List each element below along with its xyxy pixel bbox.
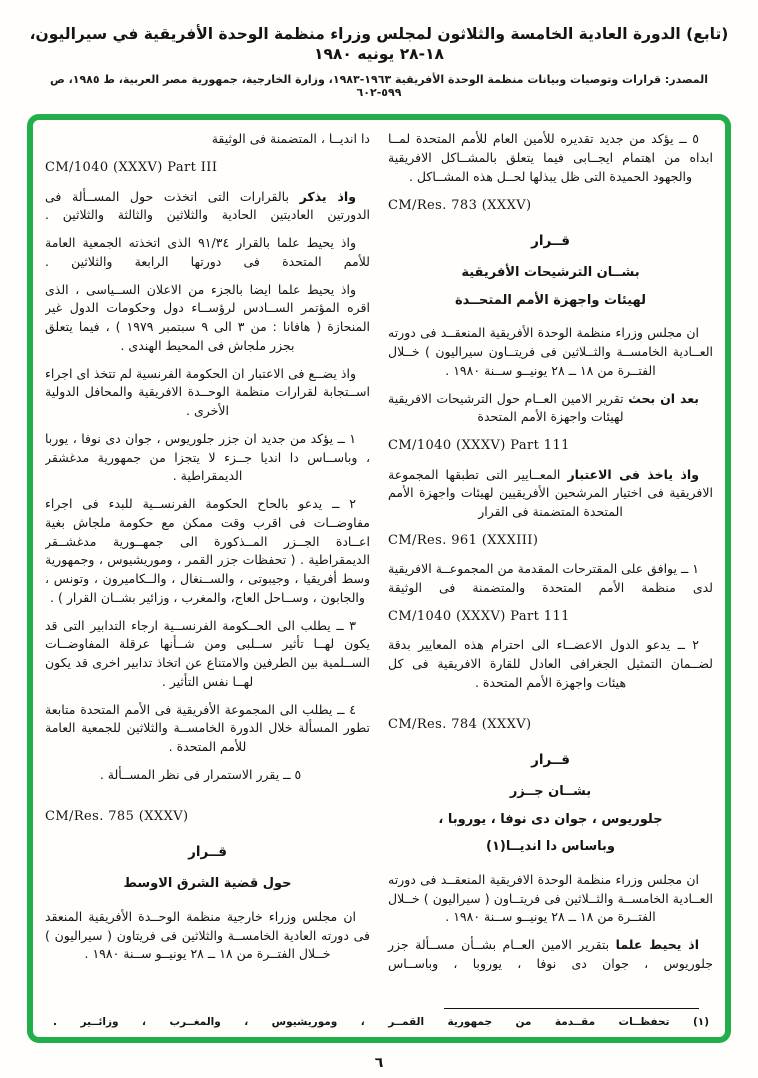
column-left [45,130,370,1005]
paragraph-operative-1: ١ ــ يوافق على المقترحات المقدمة من المجموعــة الافريقية لدى منظمة الأمم المتحدة والمتضمنة فى الوثيقة [388,561,713,596]
paragraph-operative-5: ٥ ــ يقرر الاستمرار فى نظر المســألة . [99,766,302,782]
ref-cm-res-785: CM/Res. 785 (XXXV) [45,808,189,824]
resolution-title-line: جلوريوس ، جوان دى نوفا ، يوروبا ، [438,811,663,827]
paragraph-reaffirm-sg-tribute: ٥ ــ يؤكد من جديد تقديره للأمين العام للأمم المتحدة لمــا ابداه من اهتمام ايجــابى فيما يتعلق بالمشــاكل الافريقية والجهود الحميدة التى ظل يبذلها لحــل هذه المشــاكل . [388,131,713,184]
paragraph-operative-2: ٢ ــ يدعو بالحاح الحكومة الفرنســية للبدء فى اجراء مفاوضــات فى اقرب وقت ممكن مع حكومة ملجاش بغية اعــادة الجــزر المــذكورة الى جمهــورية مدغشــقر الديمقراطية . ( تحفظات جزر القمر ، وموريشيوس ، وجمهورية وسط أفريقيا ، وجيبوتى ، والســنغال ، والــكاميرون ، وتونس ، والجابون ، وســاحل العاج، والمغرب ، وزائير بشــان القرار ) . [45,496,370,605]
header-source-line: المصدر: قرارات وتوصيات وبيانات منظمة الوحدة الأفريقية ١٩٦٣-١٩٨٣، وزارة الخارجية، جمهورية مصر العربية، ط ١٩٨٥، ص ٥٩٩-٦٠٢ [49,73,709,100]
ref-cm-1040-b: CM/1040 (XXXV) Part 111 [388,608,570,624]
paragraph-rest: المعــايير التى تطبقها المجموعة الافريقية فى اختيار المرشحين الأفريقيين لهيئات واجهزة الأمم المتحدة المتضمنة فى القرار [388,466,713,520]
resolution-title-line: لهيئات واجهزة الأمم المتحــدة [454,292,647,308]
content-frame [27,114,731,1043]
column-right [388,130,713,1005]
paragraph-council-session: ان مجلس وزراء خارجية منظمة الوحــدة الأفريقية المنعقد فى دورته العادية الخامســة والثلاثين فى فريتاون ( سيراليون ) خــلال الفتــرة من ١٨ ــ ٢٨ يونيــو ســنة ١٩٨٠ . [45,908,370,962]
two-column-layout [45,130,713,1005]
ref-cm-res-783: CM/Res. 783 (XXXV) [388,197,532,213]
page-number: ٦ [374,1055,384,1072]
resolution-heading: قــرار [531,752,570,769]
paragraph-operative-4: ٤ ــ يطلب الى المجموعة الأفريقية فى الأمم المتحدة متابعة تطور المسألة خلال الدورة الخامســة والثلاثين للجمعية العامة للأمم المتحدة . [45,701,370,755]
paragraph-recalling [45,188,370,226]
paragraph-taking-into-account [388,466,713,522]
ref-cm-res-784: CM/Res. 784 (XXXV) [388,716,532,732]
resolution-title-line: وباساس دا انديــا(١) [486,839,615,855]
ref-cm-1040-a: CM/1040 (XXXV) Part 111 [388,438,570,454]
paragraph-continued-from-previous: دا انديــا ، المتضمنة فى الوثيقة [211,131,370,147]
paragraph-having-considered [388,390,713,428]
paragraph-rest: بتقرير الامين العــام بشــأن مســألة جزر جلوريوس ، جوان دى نوفا ، يوروبا ، وباســاس [388,937,713,971]
paragraph-rest: بالقرارات التى اتخذت حول المســألة فى الدورتين العاديتين الحادية والثلاثين والثالثة والثلاثين . [45,188,370,223]
footnote-text: (١) تحفظــات مقــدمة من جمهورية القمــر ، وموريشيوس ، والمغــرب ، وزائــير . [53,1015,709,1028]
paragraph-rest: تقرير الامين العــام حول الترشيحات الافريقية لهيئات واجهزة الأمم المتحدة [388,390,629,425]
resolution-title-line: بشــان جــزر [509,784,592,800]
paragraph-noting-political-declaration: واذ يحيط علما ايضا بالجزء من الاعلان الســياسى ، الذى اقره المؤتمر الســادس لرؤســاء دول وحكومات الدول غير المنحازة ( هافانا : من ٣ الى ٩ سبتمبر ١٩٧٩ ) ، فيما يتعلق بجزر ملجاش فى المحيط الهندى . [45,281,370,353]
footnote-divider [444,1008,699,1009]
resolution-heading: قــرار [531,233,570,250]
paragraph-council-session-2: ان مجلس وزراء منظمة الوحدة الافريقية المنعقــد فى دورته العــادية الخامســة والثــلاثين فى فريتــاون ( سيراليون ) خــلال الفتــرة من ١٨ ــ ٢٨ يونيــو ســنة ١٩٨٠ . [388,871,713,925]
paragraph-taking-note [388,936,713,974]
ref-cm-1040-part-iii: CM/1040 (XXXV) Part III [45,160,218,176]
paragraph-considering-french-government: واذ يضــع فى الاعتبار ان الحكومة الفرنسية لم تتخذ اى اجراء اســتجابة لقرارات منظمة الوحــدة الافريقية والمحافل الدولية الأخرى . [45,365,370,419]
resolution-heading: قــرار [188,844,227,861]
paragraph-lead: اذ يحيط علما [615,937,699,953]
ref-cm-res-961: CM/Res. 961 (XXXIII) [388,532,539,548]
paragraph-operative-3: ٣ ــ يطلب الى الحــكومة الفرنســية ارجاء التدابير التى قد يكون لهــا تأثير ســلبى ومن شــأنها عرقلة المفاوضــات الســلمية بين الطرفين والامتناع عن اتخاذ تدابير اخرى قد يكون لهــا نفس التأثير . [45,617,370,689]
paragraph-operative-1: ١ ــ يؤكد من جديد ان جزر جلوريوس ، جوان دى نوفا ، يوربا ، وباســاس دا انديا جــزء لا يتجزا من جمهورية مدغشقر الديمقراطية . [45,430,370,484]
paragraph-lead: واذ ياخذ فى الاعتبار [567,466,699,482]
resolution-title-line: بشــان الترشيحات الأفريقية [461,265,640,281]
paragraph-lead: بعد ان بحث [628,390,700,406]
footnote-area [45,1008,713,1032]
document-header [0,0,758,99]
paragraph-noting-ga-resolution: واذ يحيط علما بالقرار ٩١/٣٤ الذى اتخذته الجمعية العامة للأمم المتحدة فى دورتها الرابعة والثلاثين . [45,235,370,269]
paragraph-lead: واذ يذكر [299,188,356,204]
resolution-title-line: حول قضية الشرق الاوسط [123,876,292,892]
header-session-title: (تابع) الدورة العادية الخامسة والثلاثون لمجلس وزراء منظمة الوحدة الأفريقية في سيراليون، ١٨-٢٨ يونيه ١٩٨٠ [29,25,729,64]
paragraph-operative-2: ٢ ــ يدعو الدول الاعضــاء الى احترام هذه المعايير بدقة لضــمان التمثيل الجغرافى العادل للقارة الافريقية فى كل هيئات واجهزة الأمم المتحدة . [388,637,713,690]
paragraph-council-session-1: ان مجلس وزراء منظمة الوحدة الأفريقية المنعقــد فى دورته العــادية الخامســة والثــلاثين فى فريتــاون سيراليون ) خــلال الفتــرة من ١٨ ــ ٢٨ يونيــو ســنة ١٩٨٠ . [388,325,713,378]
